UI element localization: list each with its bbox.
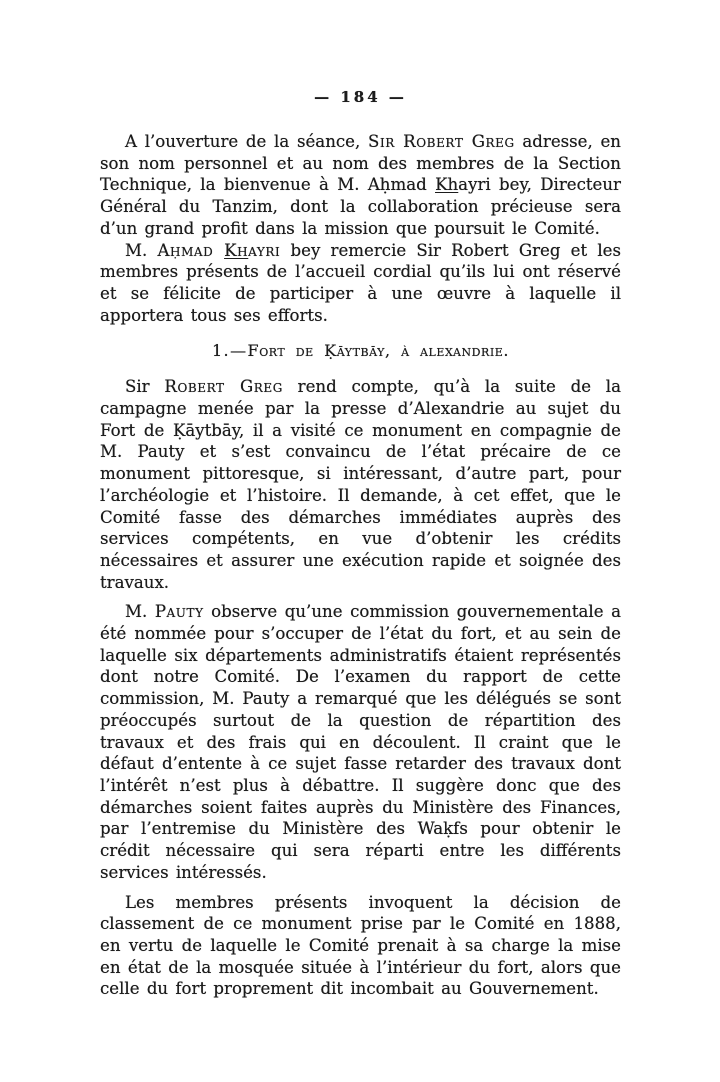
page-number: — 184 — [314, 88, 407, 106]
text-segment: Kh [435, 175, 459, 195]
text-segment: Pauty [154, 602, 204, 622]
paragraph-members-decision [100, 892, 621, 1001]
text-segment: A l’ouverture de la séance, [125, 132, 368, 151]
text-segment: bey remercie Sir Robert Greg et les membres présents de l’accueil cordial qu’ils lui ont réservé et se félicite de participer à une œuvre à laquelle il apportera tous ses efforts. [100, 240, 621, 325]
text-segment: ayri [248, 240, 281, 260]
text-segment: Robert Greg [164, 377, 283, 397]
text-block [100, 88, 621, 1000]
paragraph-session-opening [100, 131, 621, 240]
text-segment: observe qu’une commission gouvernementale a été nommée pour s’occuper de l’état du fort, et au sein de laquelle six départements administratifs étaient représentés dont notre Comité. De l’examen du rapport de cette commission, M. Pauty a remarqué que les délégués se sont préoccupés surtout de la question de répartition des travaux et des frais qui en découlent. Il craint que le défaut d’entente à ce sujet fasse retarder des travaux dont l’intérêt n’est plus à débattre. Il suggère donc que des démarches soient faites auprès du Ministère des Finances, par l’entremise du Ministère des Waḳfs pour obtenir le crédit nécessaire qui sera réparti entre les différents services intéressés. [100, 602, 621, 882]
text-segment: Les membres présents invoquent la décision de classement de ce monument prise par le Comité en 1888, en vertu de laquelle le Comité prenait à sa charge la mise en état de la mosquée située à l’intérieur du fort, alors que celle du fort proprement dit incombait au Gouvernement. [100, 892, 621, 999]
text-segment: Sir [125, 377, 165, 397]
paragraph-greg-report [100, 376, 621, 593]
text-segment: ayri bey, Directeur Général du Tanzim, dont la collaboration précieuse sera d’un grand profit dans la mission que poursuit le Comité. [100, 175, 621, 238]
text-segment: M. [125, 240, 158, 260]
text-segment: Kh [224, 240, 249, 260]
text-segment: Aḥmad [157, 240, 225, 260]
text-segment: Fort de Ḳāytbāy, à alexandrie. [247, 341, 510, 361]
paragraph-khayri-reply [100, 240, 621, 327]
section-heading-fort-kaytbay [100, 341, 621, 360]
text-segment: 1.— [211, 341, 248, 361]
text-segment: adresse, en son nom personnel et au nom des membres de la Section Technique, la bienvenue à M. Aḥmad [100, 132, 621, 195]
text-segment: M. [125, 602, 155, 622]
text-segment: Sir Robert Greg [368, 132, 515, 151]
paragraph-pauty-observation [100, 601, 621, 883]
text-segment: rend compte, qu’à la suite de la campagne menée par la presse d’Alexandrie au sujet du Fort de Ḳāytbāy, il a visité ce monument en compagnie de M. Pauty et s’est convaincu de l’état précaire de ce monument pittoresque, si intéressant, d’autre part, pour l’archéologie et l’histoire. Il demande, à cet effet, que le Comité fasse des démarches immédiates auprès des services compétents, en vue d’obtenir les crédits nécessaires et assurer une exécution rapide et soignée des travaux. [100, 377, 621, 592]
